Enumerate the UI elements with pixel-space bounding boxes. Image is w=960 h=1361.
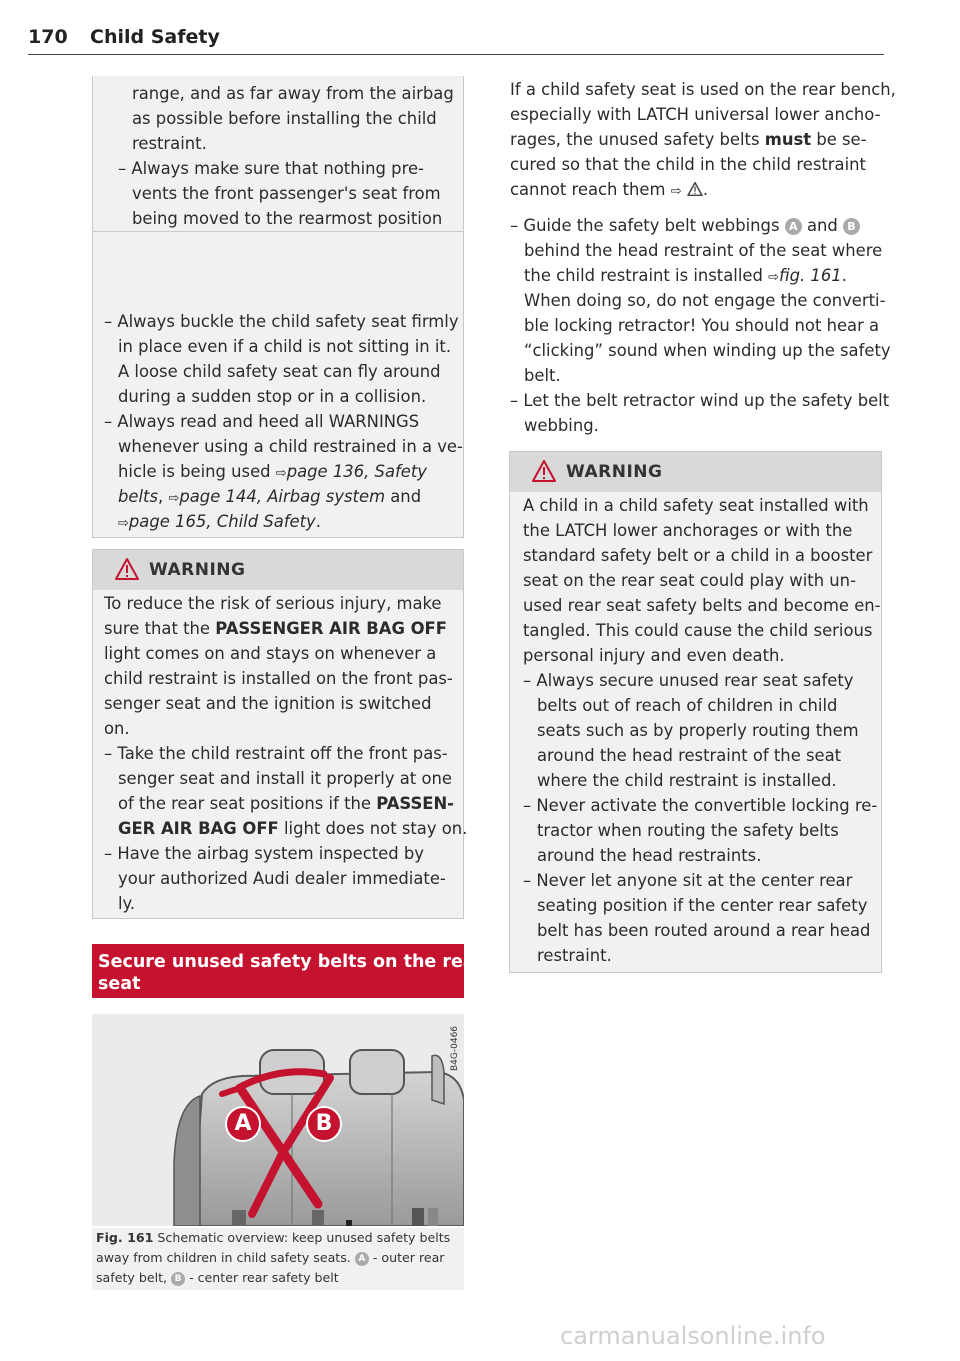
text-line: When doing so, do not engage the converti- xyxy=(524,291,886,310)
text-line: A child in a child safety seat installed with xyxy=(523,496,869,515)
text-line: in place even if a child is not sitting in it. xyxy=(118,337,452,356)
cross-reference-link[interactable]: page 136, Safety xyxy=(286,462,427,481)
text-line: the LATCH lower anchorages or with the xyxy=(523,521,853,540)
warning-triangle-icon[interactable] xyxy=(687,182,703,196)
text-line: – Never let anyone sit at the center rear xyxy=(523,871,853,890)
text-line: child restraint is installed on the front pas- xyxy=(104,669,453,688)
right-intro-text xyxy=(510,77,896,438)
text-line xyxy=(510,213,896,238)
circle-a-icon: A xyxy=(785,218,802,235)
text-line xyxy=(104,509,463,534)
text-span: – Guide the safety belt webbings xyxy=(510,216,780,235)
circle-b-icon: B xyxy=(843,218,860,235)
page-header xyxy=(28,26,884,55)
text-span: hicle is being used xyxy=(118,462,271,481)
text-span: and xyxy=(390,487,422,506)
text-line: tractor when routing the safety belts xyxy=(537,821,839,840)
text-line: If a child safety seat is used on the rear bench, xyxy=(510,80,896,99)
rear-seat-illustration xyxy=(92,1014,464,1226)
text-line: seat on the rear seat could play with un- xyxy=(523,571,856,590)
text-line: belt has been routed around a rear head xyxy=(537,921,871,940)
text-span: , xyxy=(158,487,164,506)
bold-text: PASSENGER AIR BAG OFF xyxy=(215,619,447,638)
watermark: carmanualsonline.info xyxy=(560,1322,826,1350)
text-line: light comes on and stays on whenever a xyxy=(104,644,437,663)
caption-line xyxy=(92,1268,464,1288)
text-span: sure that the xyxy=(104,619,210,638)
text-span: rages, the unused safety belts xyxy=(510,130,760,149)
text-line: standard safety belt or a child in a booster xyxy=(523,546,873,565)
text-span: the child restraint is installed xyxy=(524,266,763,285)
caption-line xyxy=(92,1248,464,1268)
arrow-icon: ⇨ xyxy=(768,270,779,285)
figure-rear-seat-belts xyxy=(92,1014,464,1226)
callout-b-text: B xyxy=(315,1111,333,1136)
text-line: range, and as far away from the airbag xyxy=(132,84,454,103)
figure-reference-link[interactable]: fig. 161 xyxy=(779,266,842,285)
arrow-icon: ⇨ xyxy=(118,516,129,531)
text-line: personal injury and even death. xyxy=(523,646,785,665)
figure-caption xyxy=(92,1228,464,1290)
text-span: safety belt, xyxy=(96,1270,168,1285)
text-span: - outer rear xyxy=(372,1250,445,1265)
text-line: restraint. xyxy=(132,134,207,153)
circle-a-icon: A xyxy=(355,1252,369,1266)
arrow-icon: ⇨ xyxy=(275,466,287,481)
text-line: belts out of reach of children in child xyxy=(537,696,838,715)
text-line xyxy=(510,263,896,288)
text-line: vents the front passenger's seat from xyxy=(132,184,441,203)
heading-line: Secure unused safety belts on the rear xyxy=(98,952,484,972)
callout-a-text: A xyxy=(234,1111,252,1136)
text-span: be se- xyxy=(816,130,867,149)
text-line: your authorized Audi dealer immediate- xyxy=(118,869,446,888)
text-line: tangled. This could cause the child serious xyxy=(523,621,873,640)
text-line: around the head restraint of the seat xyxy=(537,746,842,765)
bold-text: PASSEN- xyxy=(376,794,454,813)
text-span: and xyxy=(806,216,838,235)
text-line: restraint. xyxy=(537,946,612,965)
text-line: cured so that the child in the child restraint xyxy=(510,155,866,174)
text-line: “clicking” sound when winding up the safety xyxy=(524,341,891,360)
text-line xyxy=(104,484,463,509)
warning-title: WARNING xyxy=(149,560,246,580)
text-span: . xyxy=(315,512,321,531)
figure-code-text: B4G-0466 xyxy=(450,1025,460,1071)
text-line xyxy=(104,459,463,484)
heading-line: seat xyxy=(98,974,141,994)
text-line: – Always buckle the child safety seat firmly xyxy=(104,312,459,331)
callout-b xyxy=(306,1106,342,1142)
text-span: light does not stay on. xyxy=(283,819,468,838)
text-line: – Always read and heed all WARNINGS xyxy=(104,412,420,431)
text-span: Schematic overview: keep unused safety belts xyxy=(157,1230,451,1245)
text-line: senger seat and install it properly at one xyxy=(118,769,452,788)
text-line: – Have the airbag system inspected by xyxy=(104,844,424,863)
figure-code xyxy=(447,1016,461,1072)
cross-reference-link[interactable]: page 165, Child Safety xyxy=(128,512,316,531)
callout-a xyxy=(225,1106,261,1142)
text-line: – Always make sure that nothing pre- xyxy=(118,159,424,178)
bold-text: GER AIR BAG OFF xyxy=(118,819,279,838)
text-span: cannot reach them xyxy=(510,180,666,199)
text-line: belt. xyxy=(524,366,561,385)
text-line: especially with LATCH universal lower ancho- xyxy=(510,105,881,124)
text-line: – Always secure unused rear seat safety xyxy=(523,671,854,690)
notes-text-lower xyxy=(104,309,463,534)
arrow-icon: ⇨ xyxy=(168,491,180,506)
subsection-heading xyxy=(92,944,484,998)
text-line: as possible before installing the child xyxy=(132,109,437,128)
text-line: seats such as by properly routing them xyxy=(537,721,859,740)
text-line: ble locking retractor! You should not hear a xyxy=(524,316,880,335)
bold-text: must xyxy=(764,130,812,149)
text-line xyxy=(104,816,467,841)
text-line: webbing. xyxy=(524,416,599,435)
arrow-icon: ⇨ xyxy=(670,184,682,199)
text-line: – Take the child restraint off the front pas- xyxy=(104,744,448,763)
cross-reference-link[interactable]: belts xyxy=(118,487,159,506)
text-line: on. xyxy=(104,719,130,738)
cross-reference-link[interactable]: page 144, Airbag system xyxy=(179,487,386,506)
warning-triangle-icon xyxy=(115,558,139,580)
circle-b-icon: B xyxy=(171,1272,185,1286)
text-line: – Let the belt retractor wind up the safety belt xyxy=(510,391,890,410)
text-line xyxy=(104,616,467,641)
text-line: To reduce the risk of serious injury, make xyxy=(104,594,442,613)
text-line: being moved to the rearmost position xyxy=(132,209,443,228)
text-line: whenever using a child restrained in a ve- xyxy=(118,437,463,456)
text-line: around the head restraints. xyxy=(537,846,762,865)
warning-text-right xyxy=(523,493,881,968)
text-span: of the rear seat positions if the xyxy=(118,794,371,813)
warning-header xyxy=(93,550,463,590)
text-line: where the child restraint is installed. xyxy=(537,771,837,790)
text-line xyxy=(510,127,896,152)
text-line: – Never activate the convertible locking re- xyxy=(523,796,878,815)
caption-line xyxy=(92,1228,464,1248)
warning-triangle-icon xyxy=(532,460,556,482)
text-span: - center rear safety belt xyxy=(189,1270,339,1285)
text-line: used rear seat safety belts and become en- xyxy=(523,596,881,615)
text-line: ly. xyxy=(118,894,136,913)
text-line xyxy=(510,177,896,202)
page-number: 170 xyxy=(28,26,68,48)
warning-text-left xyxy=(104,591,467,916)
text-line xyxy=(104,791,467,816)
text-line: A loose child safety seat can fly around xyxy=(118,362,441,381)
text-span: . xyxy=(702,180,709,199)
section-title: Child Safety xyxy=(90,26,220,48)
warning-header xyxy=(510,452,881,492)
text-line: behind the head restraint of the seat where xyxy=(524,241,883,260)
figure-number: Fig. 161 xyxy=(96,1230,154,1245)
warning-title: WARNING xyxy=(566,462,663,482)
text-span: . xyxy=(841,266,847,285)
text-line: during a sudden stop or in a collision. xyxy=(118,387,427,406)
text-span: away from children in child safety seats. xyxy=(96,1250,351,1265)
text-line: senger seat and the ignition is switched xyxy=(104,694,432,713)
text-line: seating position if the center rear safety xyxy=(537,896,868,915)
